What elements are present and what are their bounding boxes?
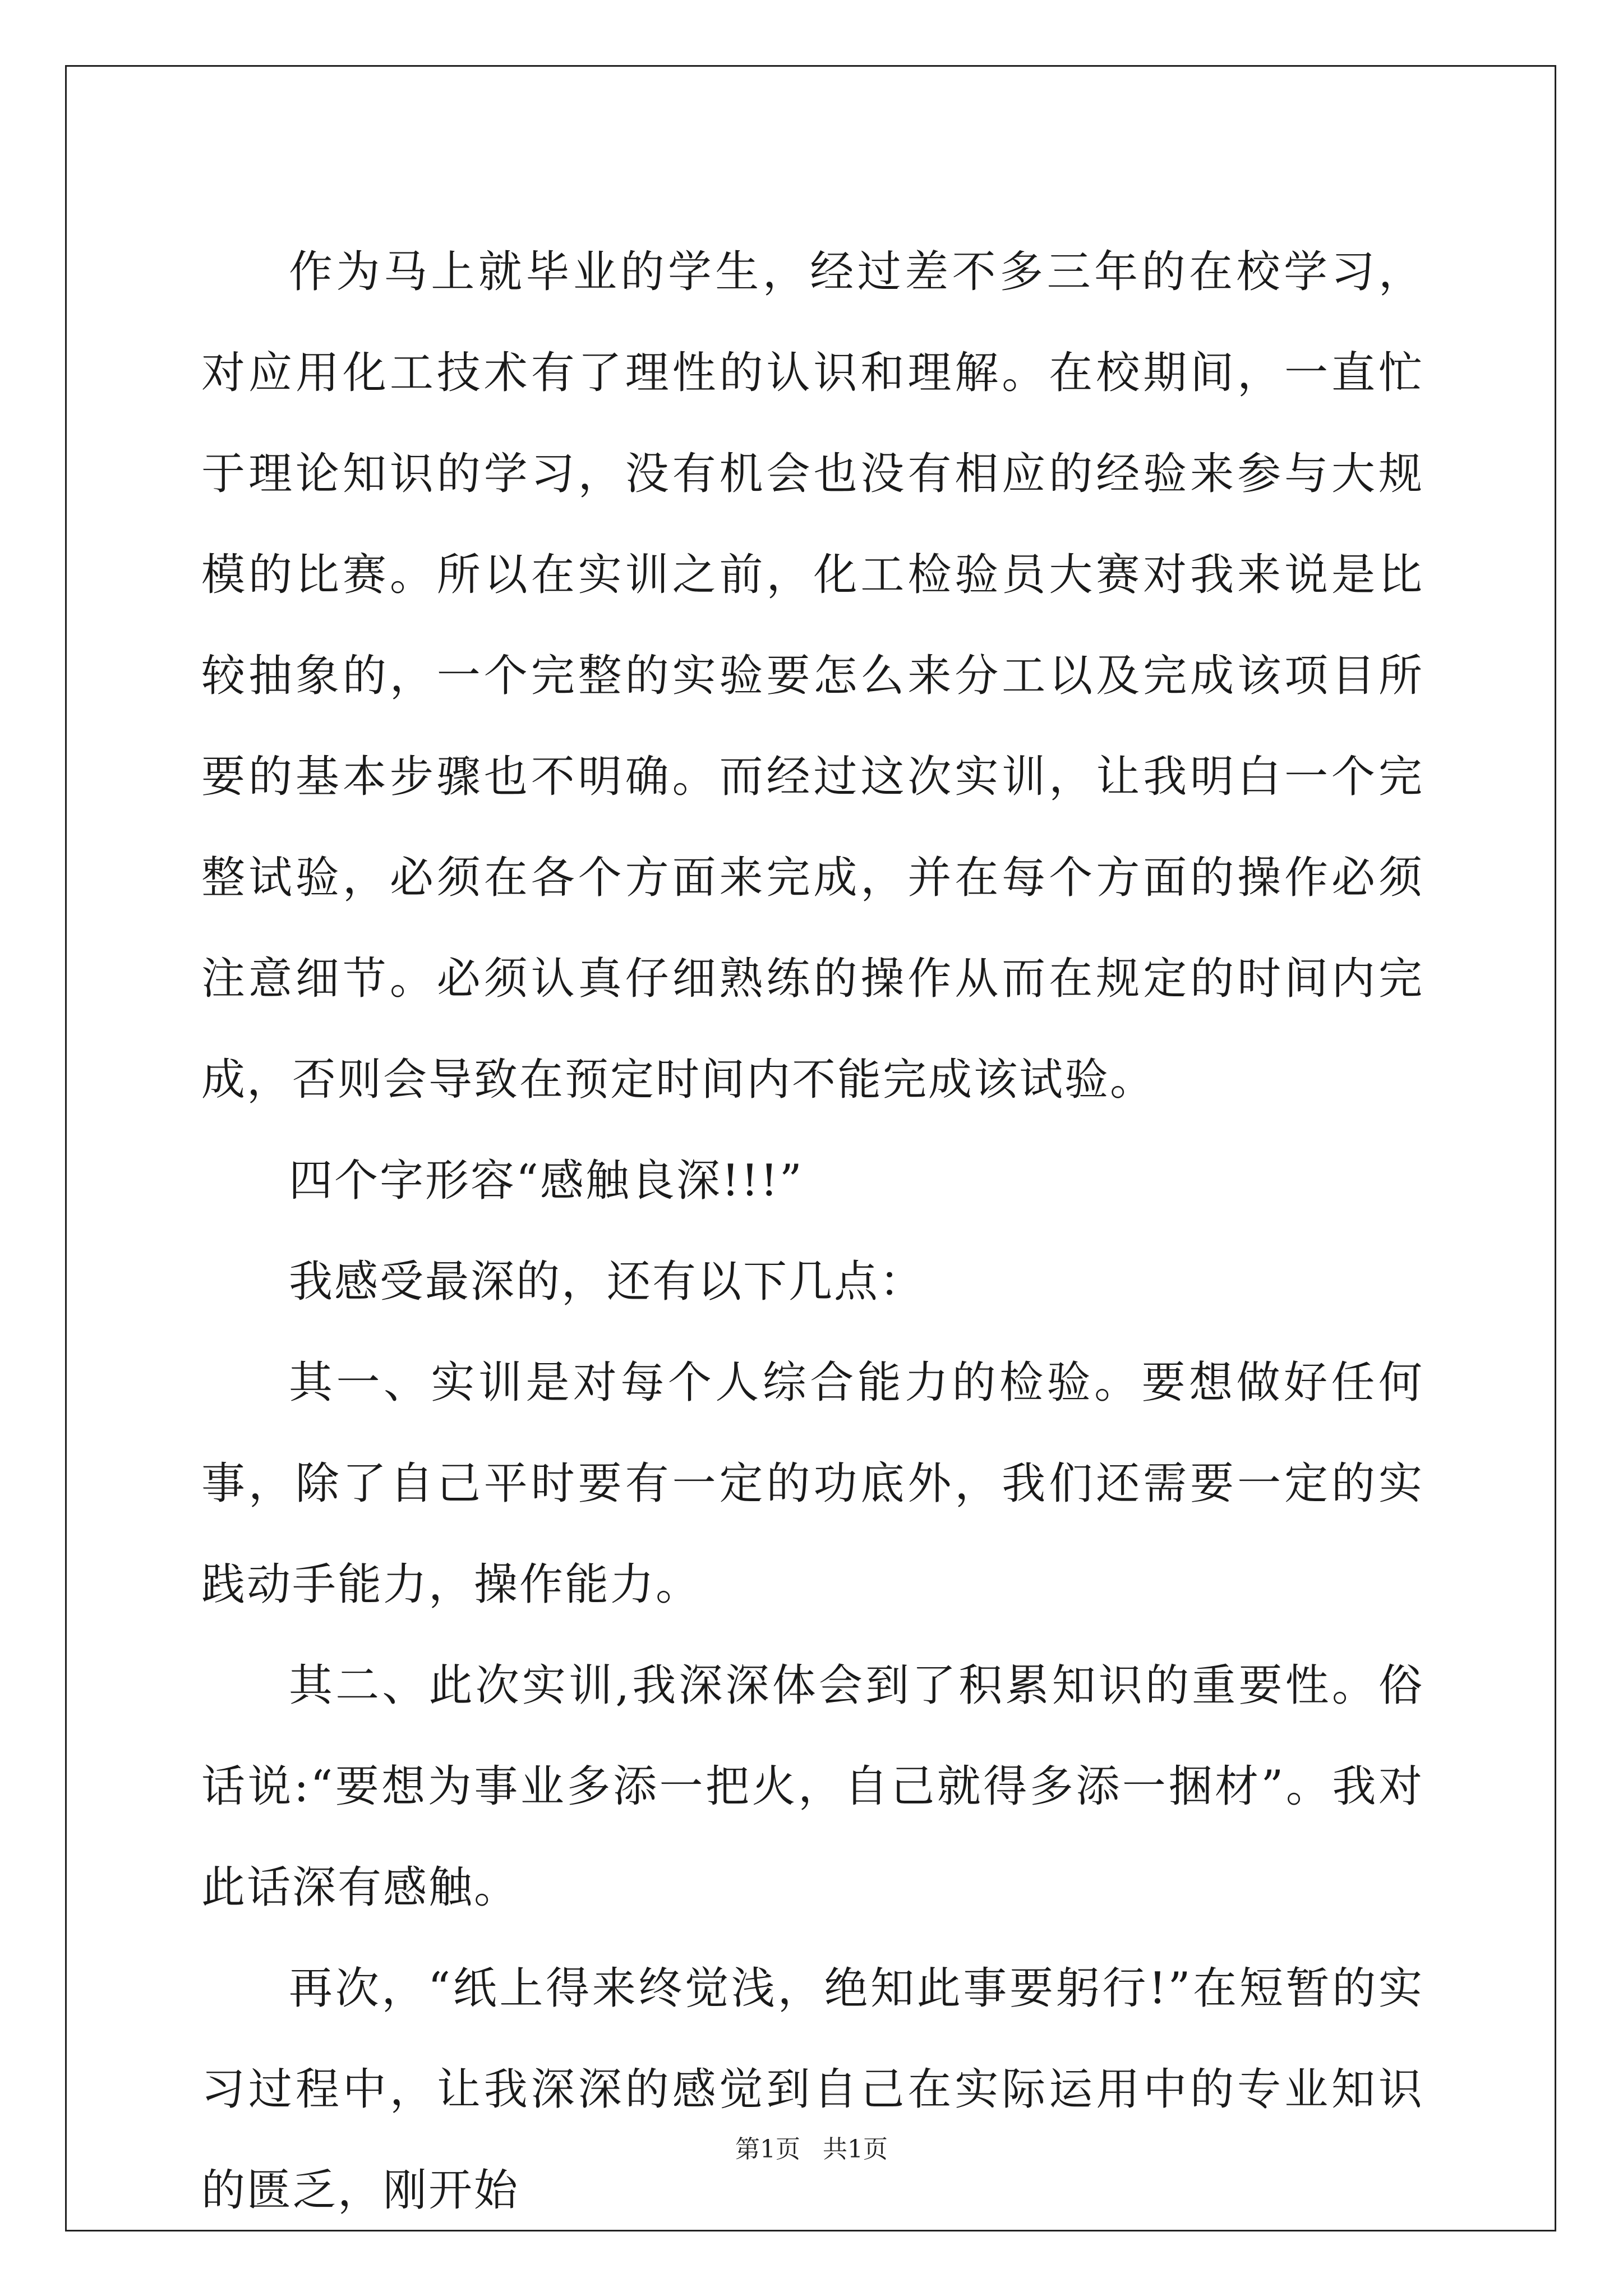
paragraph: 作为马上就毕业的学生，经过差不多三年的在校学习，对应用化工技术有了理性的认识和理解。在校期间，一直忙于理论知识的学习，没有机会也没有相应的经验来参与大规模的比赛。所以在实训之前，化工检验员大赛对我来说是比较抽象的，一个完整的实验要怎么来分工以及完成该项目所要的基本步骤也不明确。而经过这次实训，让我明白一个完整试验，必须在各个方面来完成，并在每个方面的操作必须注意细节。必须认真仔细熟练的操作从而在规定的时间内完成，否则会导致在预定时间内不能完成该试验。 [201, 247, 1424, 1105]
paragraph: 我感受最深的，还有以下几点： [289, 1257, 925, 1307]
page-number: 第1页 [735, 2135, 800, 2164]
paragraph: 其一、实训是对每个人综合能力的检验。要想做好任何事，除了自己平时要有一定的功底外，我们还需要一定的实践动手能力，操作能力。 [201, 1358, 1424, 1610]
paragraph: 再次，“纸上得来终觉浅，绝知此事要躬行!”在短暂的实习过程中，让我深深的感觉到自己在实际运用中的专业知识的匮乏，刚开始 [201, 1963, 1424, 2216]
paragraph: 四个字形容“感触良深!!!” [289, 1156, 804, 1206]
page-footer [0, 2133, 1623, 2166]
page-total: 共1页 [823, 2135, 888, 2164]
paragraph: 其二、此次实训,我深深体会到了积累知识的重要性。俗话说:“要想为事业多添一把火，自己就得多添一捆材”。我对此话深有感触。 [201, 1660, 1424, 1913]
document-body [201, 222, 1424, 2241]
